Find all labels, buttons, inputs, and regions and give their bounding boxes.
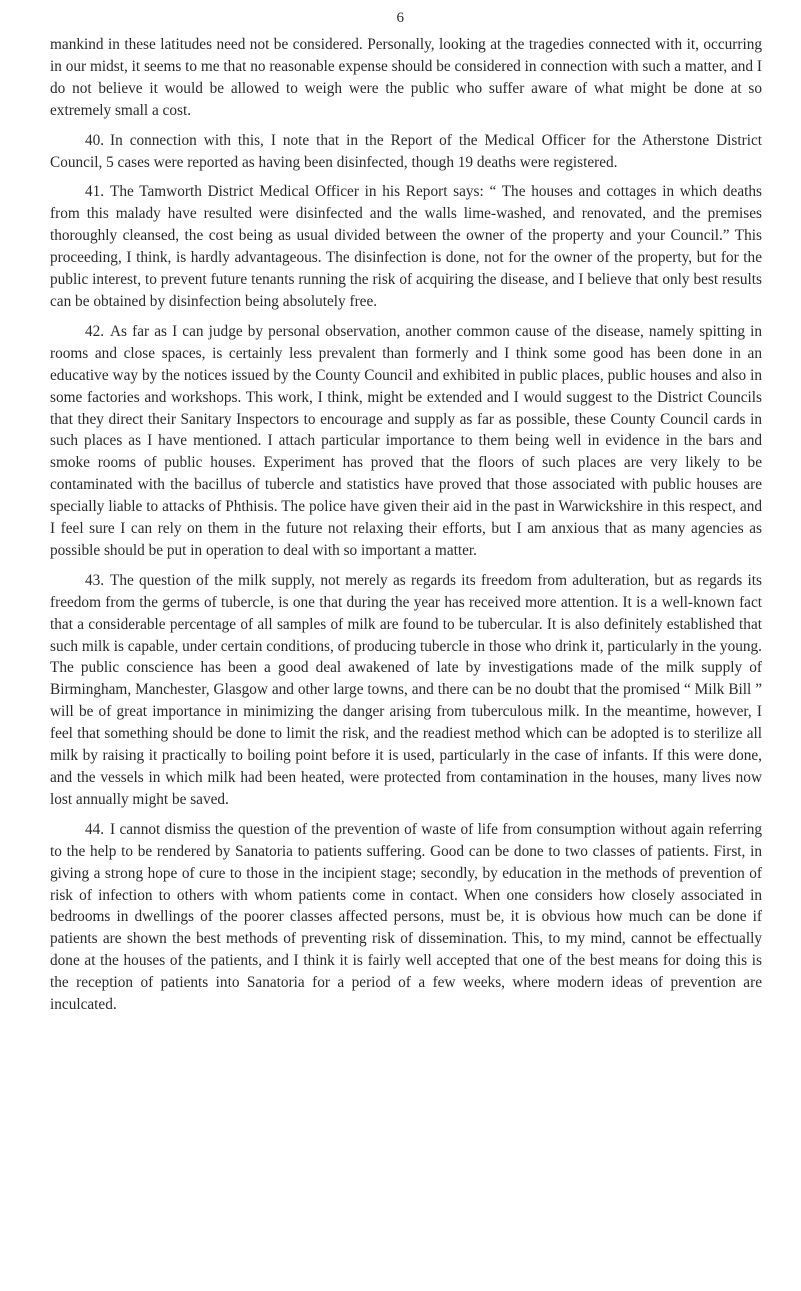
paragraph-43 [50,570,762,811]
paragraph-number: 41. [85,183,105,201]
paragraph-41 [50,181,762,312]
paragraph-text: The question of the milk supply, not merely as regards its freedom from adulteration, but as regards its freedom from the germs of tubercle, is one that during the year has received more attention. It is a well-known fact that a considerable percentage of all samples of milk are found to be tubercular. It is also definitely established that such milk is capable, under certain conditions, of producing tubercle in those who drink it, particularly in the young. The public conscience has been a good deal awakened of late by investigations made of the milk supply of Birmingham, Manchester, Glasgow and other large towns, and there can be no doubt that the promised “ Milk Bill ” will be of great importance in minimizing the danger arising from tuberculous milk. In the meantime, however, I feel that something should be done to limit the risk, and the readiest method which can be adopted is to sterilize all milk by raising it practically to boiling point before it is used, particularly in the case of infants. If this were done, and the vessels in which milk had been heated, were protected from contamination in the houses, many lives now lost annually might be saved. [50,571,762,808]
paragraph-42 [50,321,762,562]
paragraph-number: 43. [85,571,105,589]
paragraph-continuation [50,34,762,122]
paragraph-number: 44. [85,820,105,838]
paragraph-40 [50,130,762,174]
paragraph-text: I cannot dismiss the question of the prevention of waste of life from consumption without again referring to the help to be rendered by Sanatoria to patients suffering. Good can be done to two classes of patients. First, in giving a strong hope of cure to those in the incipient stage; secondly, by education in the methods of prevention of risk of infection to others with whom patients come in contact. When one considers how closely associated in bedrooms in dwellings of the poorer classes affected persons, must be, it is obvious how much can be done if patients are shown the best methods of preventing risk of dissemination. This, to my mind, cannot be effectually done at the houses of the patients, and I think it is fairly well accepted that one of the best means for doing this is the reception of patients into Sanatoria for a period of a few weeks, where modern ideas of prevention are inculcated. [50,820,762,1014]
paragraph-text: The Tamworth District Medical Officer in his Report says: “ The houses and cottages in which deaths from this malady have resulted were disinfected and the walls lime-washed, and renovated, and the premises thoroughly cleansed, the cost being as usual divided between the owner of the property and your Council.” This proceeding, I think, is hardly advantageous. The disinfection is done, not for the owner of the property, but for the public interest, to prevent future tenants running the risk of acquiring the disease, and I believe that only best results can be obtained by disinfection being absolutely free. [50,183,762,310]
paragraph-number: 42. [85,322,105,340]
page-number: 6 [396,10,405,26]
paragraph-44 [50,819,762,1016]
paragraph-text: mankind in these latitudes need not be considered. Personally, looking at the tragedies connected with it, occurring in our midst, it seems to me that no reasonable expense should be considered in connection with such a matter, and I do not believe it would be allowed to weigh were the public who suffer aware of what might be done at so extremely small a cost. [50,36,762,119]
paragraph-text: As far as I can judge by personal observation, another common cause of the disease, namely spitting in rooms and close spaces, is certainly less prevalent than formerly and I think some good has been done in an educative way by the notices issued by the County Council and exhibited in public places, public houses and also in some factories and workshops. This work, I think, might be extended and I would suggest to the District Councils that they direct their Sanitary Inspectors to encourage and supply as far as possible, these County Council cards in such places as I have mentioned. I attach particular importance to them being well in evidence in the bars and smoke rooms of public houses. Experiment has proved that the floors of such places are very likely to be contaminated with the bacillus of tubercle and statistics have proved that those associated with public houses are specially liable to attacks of Phthisis. The police have given their aid in the past in Warwickshire in this respect, and I feel sure I can rely on them in the future not relaxing their efforts, but I am anxious that as many agencies as possible should be put in operation to deal with so important a matter. [50,322,762,559]
paragraph-text: In connection with this, I note that in the Report of the Medical Officer for the Atherstone District Council, 5 cases were reported as having been disinfected, though 19 deaths were registered. [50,131,762,171]
document-body [50,34,762,1024]
paragraph-number: 40. [85,131,105,149]
